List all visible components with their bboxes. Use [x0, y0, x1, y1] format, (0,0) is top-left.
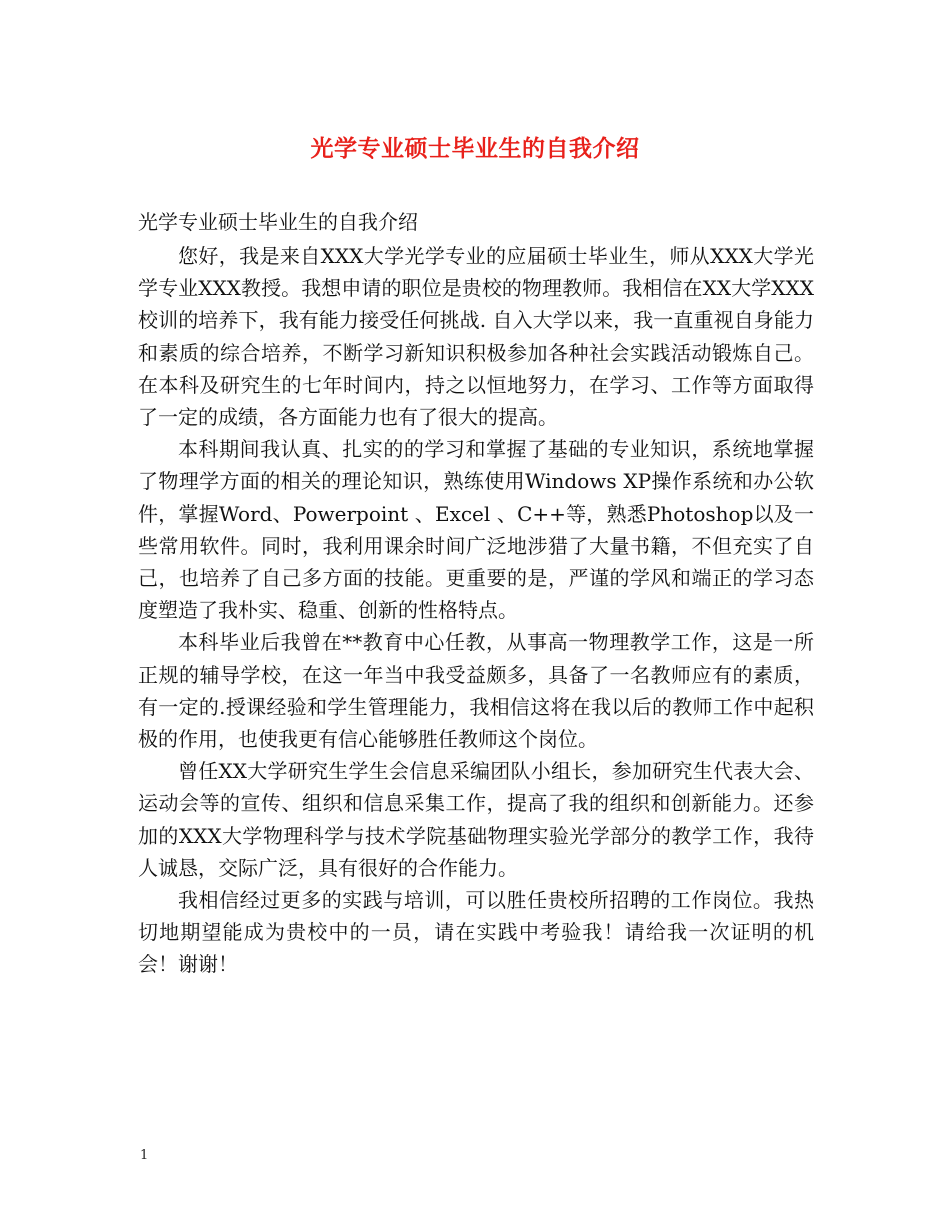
body-paragraph: 您好，我是来自XXX大学光学专业的应届硕士毕业生，师从XXX大学光学专业XXX教授。我想申请的职位是贵校的物理教师。我相信在XX大学XXX校训的培养下，我有能力接受任何挑战. 自入大学以来，我一直重视自身能力和素质的综合培养，不断学习新知识积极参加各种社会实践活动锻炼自己。在本科及研究生的七年时间内，持之以恒地努力，在学习、工作等方面取得了一定的成绩，各方面能力也有了很大的提高。 — [138, 244, 814, 430]
body-paragraph: 我相信经过更多的实践与培训，可以胜任贵校所招聘的工作岗位。我热切地期望能成为贵校中的一员，请在实践中考验我！请给我一次证明的机会！谢谢！ — [138, 888, 814, 977]
body-paragraph: 本科期间我认真、扎实的的学习和掌握了基础的专业知识，系统地掌握了物理学方面的相关的理论知识，熟练使用Windows XP操作系统和办公软件，掌握Word、Powerpoint 、Excel 、C++等，熟悉Photoshop以及一些常用软件。同时，我利用课余时间广泛地涉猎了大量书籍，不但充实了自己，也培养了自己多方面的技能。更重要的是，严谨的学风和端正的学习态度塑造了我朴实、稳重、创新的性格特点。 — [138, 437, 814, 623]
document-subtitle: 光学专业硕士毕业生的自我介绍 — [138, 210, 418, 234]
document-body — [138, 240, 814, 981]
document-title: 光学专业硕士毕业生的自我介绍 — [310, 136, 640, 162]
body-paragraph: 本科毕业后我曾在**教育中心任教，从事高一物理教学工作，这是一所正规的辅导学校，在这一年当中我受益颇多，具备了一名教师应有的素质，有一定的.授课经验和学生管理能力，我相信这将在我以后的教师工作中起积极的作用，也使我更有信心能够胜任教师这个岗位。 — [138, 630, 814, 752]
body-paragraph: 曾任XX大学研究生学生会信息采编团队小组长，参加研究生代表大会、运动会等的宣传、组织和信息采集工作，提高了我的组织和创新能力。还参加的XXX大学物理科学与技术学院基础物理实验光学部分的教学工作，我待人诚恳，交际广泛，具有很好的合作能力。 — [138, 759, 814, 880]
page-number: 1 — [140, 1148, 149, 1163]
